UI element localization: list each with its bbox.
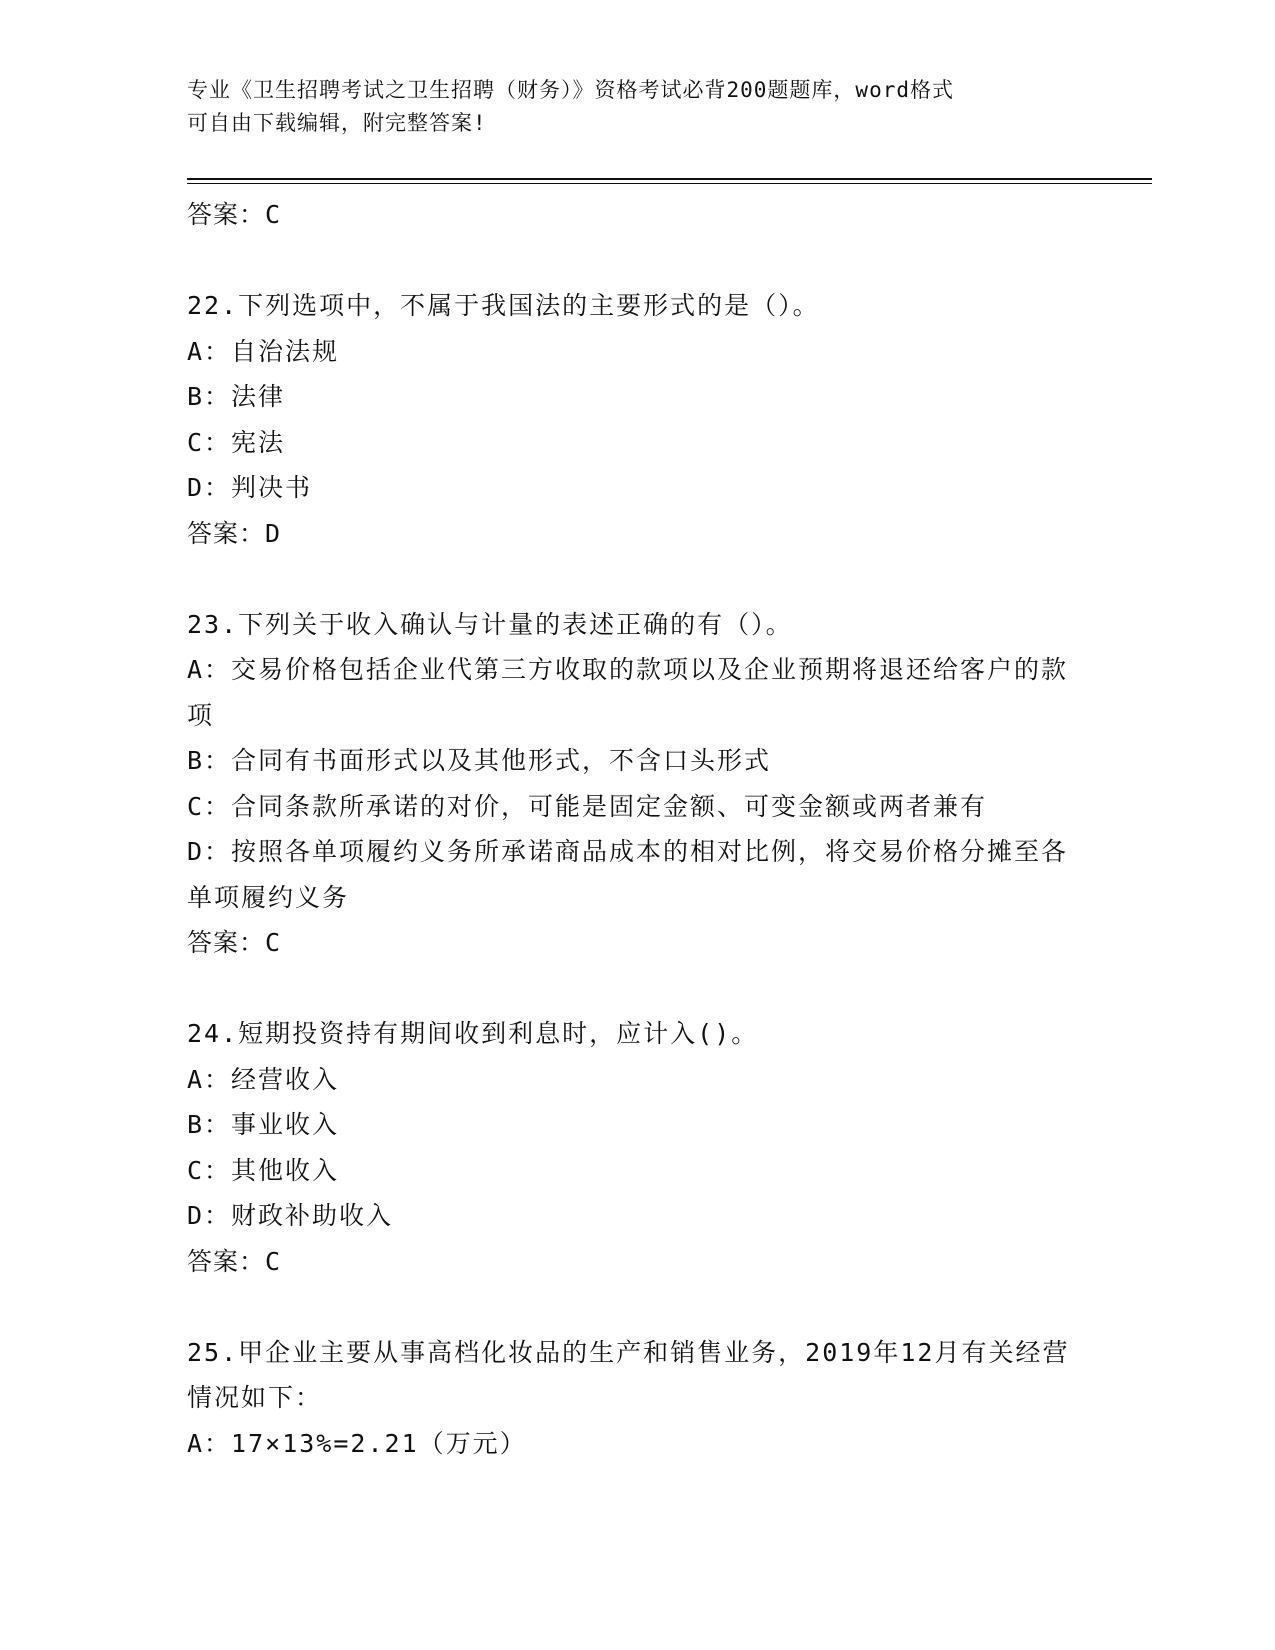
option-d: D：财政补助收入 <box>187 1201 394 1230</box>
option-a: A：交易价格包括企业代第三方收取的款项以及企业预期将退还给客户的款项 <box>187 655 1069 730</box>
option-d: D：判决书 <box>187 473 313 502</box>
spacer <box>187 556 1082 602</box>
document-header <box>187 74 1067 140</box>
option-b: B：合同有书面形式以及其他形式，不含口头形式 <box>187 746 772 775</box>
header-rule-thick <box>187 178 1152 180</box>
question-22 <box>187 283 1082 556</box>
header-rule-thin <box>187 183 1152 184</box>
answer: 答案：D <box>187 518 282 548</box>
option-b: B：法律 <box>187 382 286 411</box>
option-a: A：17×13%=2.21（万元） <box>187 1428 527 1458</box>
option-a: A：经营收入 <box>187 1064 340 1094</box>
question-stem: 24.短期投资持有期间收到利息时，应计入()。 <box>187 1019 759 1048</box>
answer: 答案：C <box>187 1246 282 1276</box>
question-24 <box>187 1011 1082 1284</box>
option-a: A：自治法规 <box>187 336 340 366</box>
question-25 <box>187 1330 1082 1467</box>
spacer <box>187 966 1082 1012</box>
header-title-line-1: 专业《卫生招聘考试之卫生招聘（财务）》资格考试必背200题题库，word格式 <box>187 78 954 102</box>
answer: 答案：C <box>187 928 282 957</box>
option-d: D：按照各单项履约义务所承诺商品成本的相对比例，将交易价格分摊至各单项履约义务 <box>187 837 1069 912</box>
spacer <box>187 238 1082 284</box>
option-c: C：宪法 <box>187 427 286 457</box>
question-23 <box>187 602 1082 966</box>
previous-answer: 答案：C <box>187 200 282 229</box>
option-b: B：事业收入 <box>187 1110 340 1139</box>
question-stem: 25.甲企业主要从事高档化妆品的生产和销售业务，2019年12月有关经营情况如下： <box>187 1337 1070 1412</box>
option-c: C：合同条款所承诺的对价，可能是固定金额、可变金额或两者兼有 <box>187 791 988 821</box>
option-c: C：其他收入 <box>187 1155 340 1185</box>
spacer <box>187 1284 1082 1330</box>
question-stem: 22.下列选项中，不属于我国法的主要形式的是（）。 <box>187 291 820 320</box>
question-list <box>187 192 1082 1466</box>
header-title-line-2: 可自由下载编辑，附完整答案! <box>187 111 487 135</box>
question-stem: 23.下列关于收入确认与计量的表述正确的有（）。 <box>187 609 793 639</box>
